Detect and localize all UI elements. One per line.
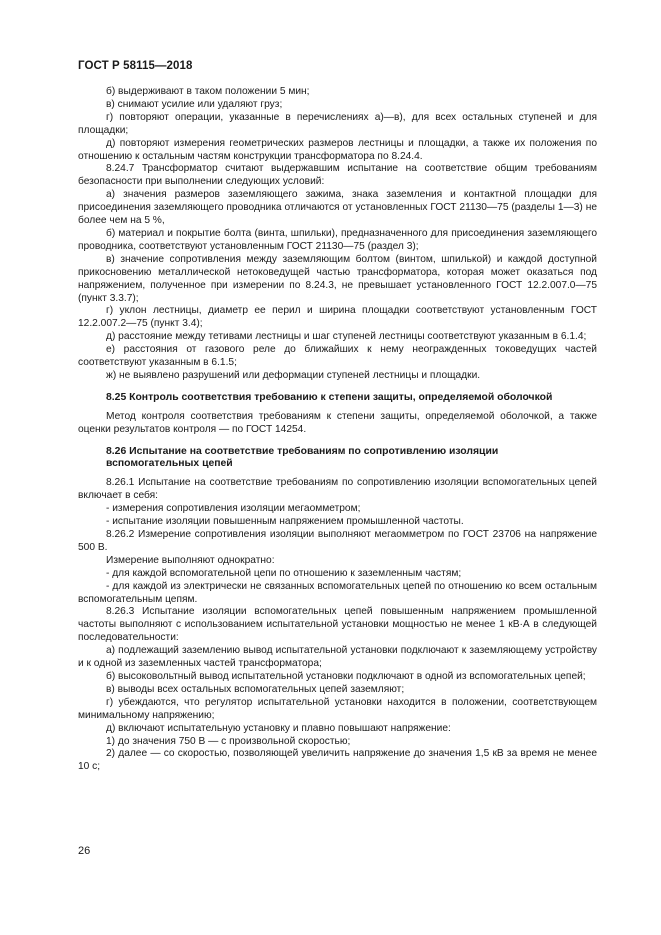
list-item: 1) до значения 750 В — с произвольной скоростью;: [106, 735, 351, 747]
paragraph: 8.26.1 Испытание на соответствие требованиям по сопротивлению изоляции вспомогательных цепей включает в себя:: [78, 477, 597, 502]
section-heading-8-25: 8.25 Контроль соответствия требованию к степени защиты, определяемой оболочкой: [106, 391, 553, 403]
paragraph: в) значение сопротивления между заземляющим болтом (винтом, шпилькой) и каждой доступной прикосновению металлической нетоковедущей частью трансформатора, которая может оказаться под напряжением, полученное при измерении по 8.24.3, не превышает установленного ГОСТ 12.2.007.0—75 (пункт 3.3.7);: [78, 253, 597, 304]
paragraph: д) расстояние между тетивами лестницы и шаг ступеней лестницы соответствуют указанным в 6.1.4;: [106, 331, 587, 343]
paragraph: б) выдерживают в таком положении 5 мин;: [106, 86, 310, 97]
paragraph: в) выводы всех остальных вспомогательных цепей заземляют;: [106, 683, 405, 695]
paragraph: Измерение выполняют однократно:: [106, 554, 275, 566]
paragraph: а) подлежащий заземлению вывод испытательной установки подключают к заземляющему устройству и к одной из заземленных частей трансформатора;: [78, 645, 597, 670]
paragraph: б) материал и покрытие болта (винта, шпильки), предназначенного для присоединения заземляющего проводника, соответствуют установленным ГОСТ 21130—75 (раздел 3);: [78, 227, 597, 252]
list-item: - для каждой вспомогательной цепи по отношению к заземленным частям;: [106, 567, 462, 579]
list-item: - испытание изоляции повышенным напряжением промышленной частоты.: [106, 516, 464, 528]
paragraph: б) высоковольтный вывод испытательной установки подключают в одной из вспомогательных цепей;: [106, 670, 586, 682]
page-number: 26: [78, 845, 91, 857]
list-item: 2) далее — со скоростью, позволяющей увеличить напряжение до значения 1,5 кВ за время не менее 10 с;: [78, 748, 597, 773]
paragraph: ж) не выявлено разрушений или деформации ступеней лестницы и площадки.: [106, 369, 481, 381]
paragraph: в) снимают усилие или удаляют груз;: [106, 98, 283, 110]
paragraph: г) убеждаются, что регулятор испытательной установки находится в положении, соответствующем минимальному напряжению;: [78, 696, 597, 721]
list-item: - для каждой из электрически не связанных вспомогательных цепей по отношению ко всем остальным вспомогательным цепям.: [78, 580, 597, 605]
paragraph: е) расстояния от газового реле до ближайших к нему неогражденных токоведущих частей соответствуют указанным в 6.1.5;: [78, 344, 597, 369]
paragraph: д) включают испытательную установку и плавно повышают напряжение:: [106, 722, 451, 734]
paragraph: Метод контроля соответствия требованиям к степени защиты, определяемой оболочкой, а также оценки результатов контроля — по ГОСТ 14254.: [78, 410, 597, 435]
section-heading-8-26: 8.26 Испытание на соответствие требованиям по сопротивлению изоляции: [106, 445, 499, 457]
paragraph: 8.24.7 Трансформатор считают выдержавшим испытание на соответствие общим требованиям безопасности при выполнении следующих условий:: [78, 163, 597, 188]
paragraph: г) повторяют операции, указанные в перечислениях а)—в), для всех остальных ступеней и для площадки;: [78, 111, 597, 136]
document-body: [78, 86, 597, 774]
paragraph: 8.26.3 Испытание изоляции вспомогательных цепей повышенным напряжением промышленной частоты выполняют с использованием испытательной установки мощностью не менее 1 кВ·А в следующей последовательности:: [78, 606, 597, 644]
paragraph: 8.26.2 Измерение сопротивления изоляции выполняют мегаомметром по ГОСТ 23706 на напряжение 500 В.: [78, 529, 597, 553]
paragraph: г) уклон лестницы, диаметр ее перил и ширина площадки соответствуют установленным ГОСТ 12.2.007.2—75 (пункт 3.4);: [78, 305, 597, 330]
document-header: ГОСТ Р 58115—2018: [78, 60, 193, 72]
section-heading-8-26-cont: вспомогательных цепей: [106, 458, 233, 470]
list-item: - измерения сопротивления изоляции мегаомметром;: [106, 503, 361, 515]
paragraph: а) значения размеров заземляющего зажима, знака заземления и контактной площадки для присоединения заземляющего проводника отличаются от установленных ГОСТ 21130—75 (разделы 1—3) не более чем на 5 %,: [78, 189, 597, 227]
paragraph: д) повторяют измерения геометрических размеров лестницы и площадки, а также их положения по отношению к остальным частям конструкции трансформатора по 8.24.4.: [78, 137, 597, 162]
